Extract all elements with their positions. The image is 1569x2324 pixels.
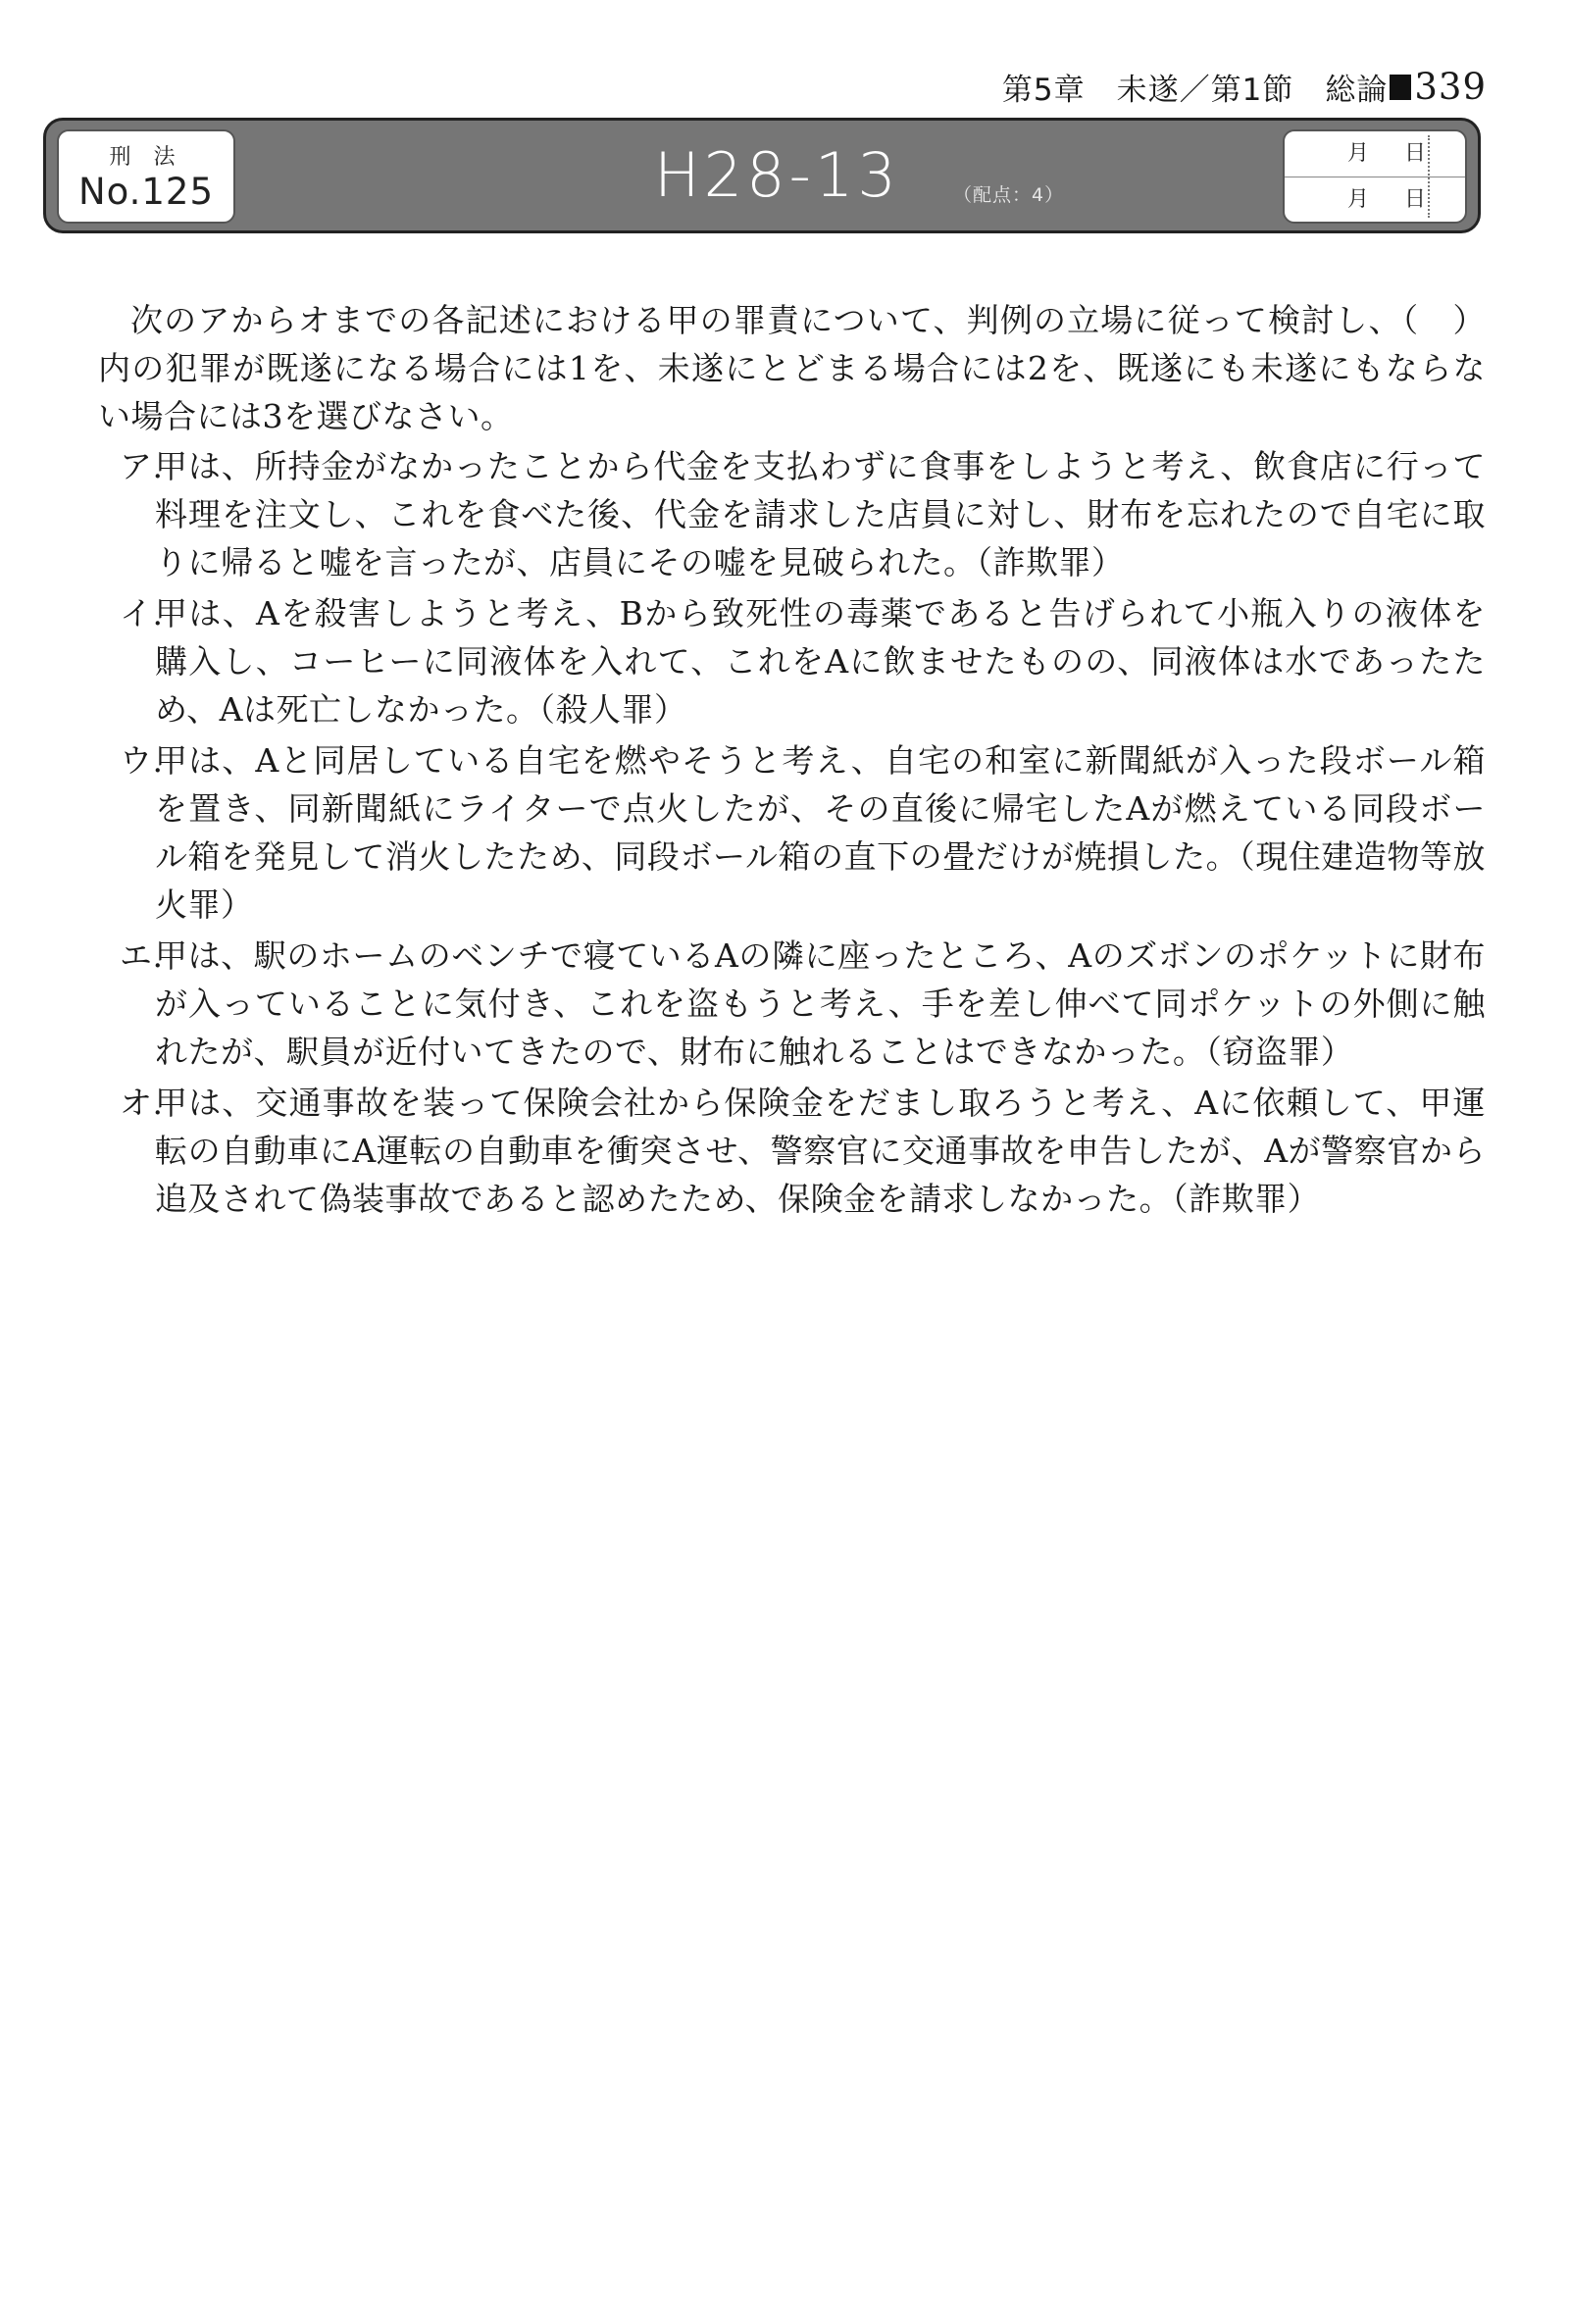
month-label: 月 bbox=[1347, 187, 1370, 212]
statement-item bbox=[98, 442, 1486, 586]
statement-item bbox=[98, 1079, 1486, 1223]
question-instructions: 次のアからオまでの各記述における甲の罪責について、判例の立場に従って検討し、（ ）内の犯罪が既遂になる場合には1を、未遂にとどまる場合には2を、既遂にも未遂にもならない場合には3を選びなさい。 bbox=[98, 301, 1486, 435]
chapter-section-title: 第5章 未遂／第1節 総論 bbox=[1001, 73, 1389, 108]
statement-item bbox=[98, 736, 1486, 929]
problem-code: H28-13 bbox=[654, 139, 900, 211]
statement-mark: エ. bbox=[120, 936, 164, 975]
question-body bbox=[98, 296, 1486, 1226]
study-date-row bbox=[1285, 177, 1465, 223]
statement-text: 甲は、交通事故を装って保険会社から保険金をだまし取ろうと考え、Aに依頼して、甲運転の自動車にA運転の自動車を衝突させ、警察官に交通事故を申告したが、Aが警察官から追及されて偽装事故であると認めたため、保険金を請求しなかった。（詐欺罪） bbox=[155, 1084, 1486, 1218]
points-label: （配点：4） bbox=[953, 184, 1065, 206]
black-square-icon bbox=[1390, 75, 1411, 100]
statement-text: 甲は、駅のホームのベンチで寝ているAの隣に座ったところ、Aのズボンのポケットに財布が入っていることに気付き、これを盗もうと考え、手を差し伸べて同ポケットの外側に触れたが、駅員が近付いてきたので、財布に触れることはできなかった。（窃盗罪） bbox=[155, 936, 1486, 1071]
problem-number: No.125 bbox=[77, 171, 215, 213]
subject-label: 刑 法 bbox=[109, 145, 183, 170]
check-column-divider bbox=[1428, 135, 1430, 218]
statement-item bbox=[98, 589, 1486, 733]
day-label: 日 bbox=[1404, 187, 1427, 212]
problem-title-band bbox=[43, 118, 1481, 233]
month-label: 月 bbox=[1347, 141, 1370, 166]
day-label: 日 bbox=[1404, 141, 1427, 166]
statement-mark: ウ. bbox=[120, 741, 164, 780]
statement-mark: イ. bbox=[120, 594, 164, 632]
page-number: 339 bbox=[1414, 66, 1487, 108]
statement-text: 甲は、Aと同居している自宅を燃やそうと考え、自宅の和室に新聞紙が入った段ボール箱を置き、同新聞紙にライターで点火したが、その直後に帰宅したAが燃えている同段ボール箱を発見して消火したため、同段ボール箱の直下の畳だけが焼損した。（現住建造物等放火罪） bbox=[155, 741, 1486, 924]
statement-text: 甲は、Aを殺害しようと考え、Bから致死性の毒薬であると告げられて小瓶入りの液体を購入し、コーヒーに同液体を入れて、これをAに飲ませたものの、同液体は水であったため、Aは死亡しなかった。（殺人罪） bbox=[155, 594, 1486, 729]
study-date-row bbox=[1285, 131, 1465, 177]
statement-list bbox=[98, 442, 1486, 1223]
statement-mark: オ. bbox=[120, 1084, 164, 1122]
statement-text: 甲は、所持金がなかったことから代金を支払わずに食事をしようと考え、飲食店に行って料理を注文し、これを食べた後、代金を請求した店員に対し、財布を忘れたので自宅に取りに帰ると嘘を言ったが、店員にその嘘を見破られた。（詐欺罪） bbox=[155, 447, 1487, 581]
statement-mark: ア. bbox=[120, 447, 164, 485]
study-date-box bbox=[1283, 129, 1467, 224]
subject-box bbox=[57, 129, 235, 224]
running-header bbox=[1002, 65, 1487, 109]
statement-item bbox=[98, 932, 1486, 1076]
